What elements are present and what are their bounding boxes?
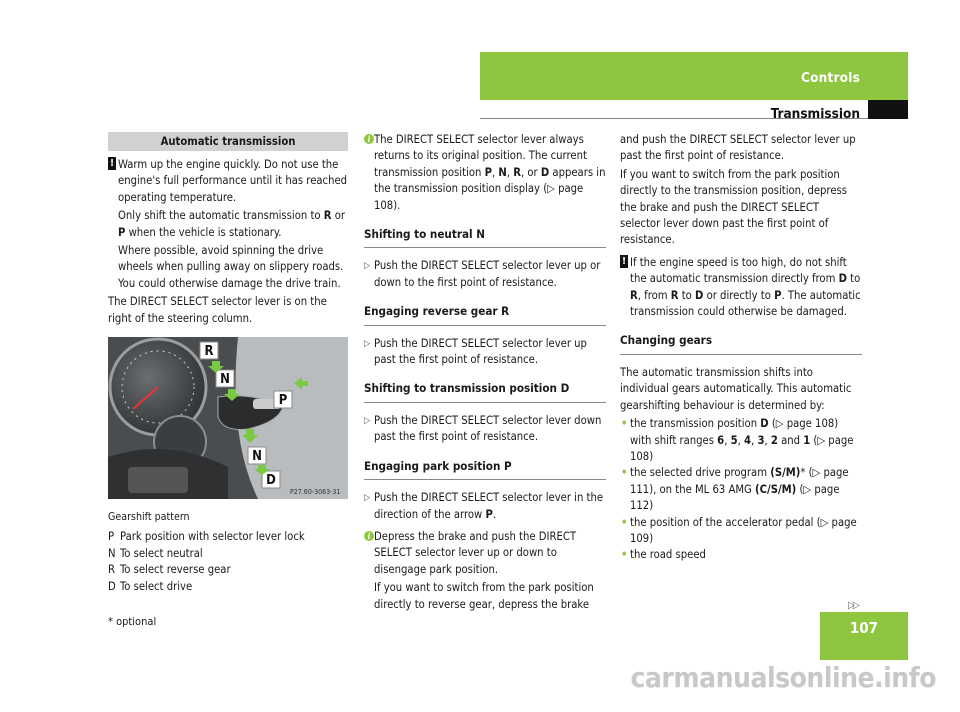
photo-code: P27.60-3063-31 — [290, 488, 341, 497]
header-black-tab — [868, 100, 908, 119]
section-heading: Engaging reverse gear R — [364, 303, 606, 325]
list-item: • the selected drive program (S/M)* (▷ page 111), on the ML 63 AMG (C/S/M) (▷ page 112) — [621, 466, 849, 513]
intro-text: The DIRECT SELECT selector lever is on the right of the steering column. — [108, 295, 327, 325]
section-heading: Shifting to transmission position D — [364, 380, 606, 402]
continue-arrow-icon: ▷▷ — [848, 600, 858, 611]
column-3 — [620, 132, 862, 564]
svg-text:P: P — [278, 393, 288, 409]
step-instruction: ▷ Push the DIRECT SELECT selector lever down past the first point of resistance. — [364, 413, 602, 444]
warning-icon: ! — [621, 255, 627, 267]
section-heading: Changing gears — [620, 332, 862, 354]
warning-note: ! If the engine speed is too high, do not shift the automatic transmission directly from D to R, from R to D or directly to P. The automatic transmission could otherwise be damaged. — [621, 255, 861, 319]
watermark: carmanualsonline.info — [630, 661, 936, 694]
info-note-2: i Depress the brake and push the DIRECT SELECT selector lever up or down to disengage park position. If you want to switch from the park position directly to reverse gear, depress the brake — [364, 529, 606, 613]
list-item: • the road speed — [620, 547, 862, 563]
bullet-icon: • — [621, 548, 628, 562]
section-heading: Shifting to neutral N — [364, 226, 606, 248]
svg-text:D: D — [266, 473, 276, 489]
gear-label-d — [262, 471, 280, 488]
svg-text:N: N — [252, 449, 262, 465]
step-instruction: ▷ Push the DIRECT SELECT selector lever in the direction of the arrow P. — [364, 491, 604, 521]
warning-icon: ! — [109, 158, 115, 169]
gearshift-photo — [108, 337, 348, 499]
continued-text: If you want to switch from the park position directly to the transmission position, depress the brake and push the DIRECT SELECT selector lever down past the first point of resistance. — [620, 167, 848, 247]
step-instruction: ▷ Push the DIRECT SELECT selector lever up past the first point of resistance. — [364, 336, 587, 367]
svg-text:R: R — [204, 344, 214, 360]
step-arrow-icon: ▷ — [364, 415, 371, 426]
gear-label-r — [200, 342, 218, 359]
info-note-1: i The DIRECT SELECT selector lever always returns to its original position. The current transmission position P, N, R, or D appears in the transmission position display (▷ page 108). — [364, 132, 606, 214]
box-heading: Automatic transmission — [108, 132, 348, 151]
warning-note — [108, 157, 348, 292]
svg-text:N: N — [220, 372, 230, 388]
footnote: * optional — [108, 615, 157, 628]
gearshift-illustration — [108, 337, 348, 499]
header-rule — [480, 118, 868, 119]
warning-text-1: Warm up the engine quickly. Do not use the engine's full performance until it has reached operating temperature. — [118, 158, 348, 204]
info-icon: i — [364, 531, 374, 541]
page-ref-icon: ▷ — [547, 182, 555, 196]
gear-label-n-top — [216, 370, 234, 387]
bullet-icon: • — [621, 466, 628, 480]
legend-item: P Park position with selector lever lock — [108, 530, 305, 544]
info-icon: i — [364, 134, 374, 144]
list-item: • the transmission position D (▷ page 108) with shift ranges 6, 5, 4, 3, 2 and 1 (▷ page 108) — [621, 417, 854, 463]
step-arrow-icon: ▷ — [364, 338, 371, 349]
step-arrow-icon: ▷ — [364, 493, 371, 504]
step-instruction: ▷ Push the DIRECT SELECT selector lever up or down to the first point of resistance. — [364, 259, 601, 289]
page-number-tab — [820, 612, 908, 660]
section-tab — [480, 52, 908, 100]
step-arrow-icon: ▷ — [364, 261, 371, 272]
legend-item: D To select drive — [108, 579, 193, 593]
list-item: • the position of the accelerator pedal (▷ page 109) — [621, 515, 857, 545]
section-label: Controls — [800, 70, 860, 86]
gear-label-n-bottom — [248, 447, 266, 464]
legend-item: N To select neutral — [108, 546, 203, 560]
figure-caption: Gearshift pattern — [108, 511, 190, 524]
bullet-icon: • — [621, 417, 628, 431]
section-heading: Engaging park position P — [364, 458, 606, 480]
bullet-icon: • — [621, 515, 628, 529]
intro-text: The automatic transmission shifts into individual gears automatically. This automatic gearshifting behaviour is determined by: — [620, 365, 852, 412]
page-title: Transmission — [770, 106, 860, 122]
continued-text: and push the DIRECT SELECT selector lever up past the first point of resistance. — [620, 133, 856, 163]
gear-label-p — [274, 391, 292, 408]
page-number: 107 — [849, 619, 879, 637]
warning-text-2: Only shift the automatic transmission to R or P when the vehicle is stationary. — [118, 209, 346, 239]
warning-text-3: Where possible, avoid spinning the drive wheels when pulling away on slippery roads. You could otherwise damage the drive train. — [118, 244, 344, 290]
column-2 — [364, 132, 606, 615]
column-1 — [108, 132, 348, 595]
legend-item: R To select reverse gear — [108, 563, 231, 577]
